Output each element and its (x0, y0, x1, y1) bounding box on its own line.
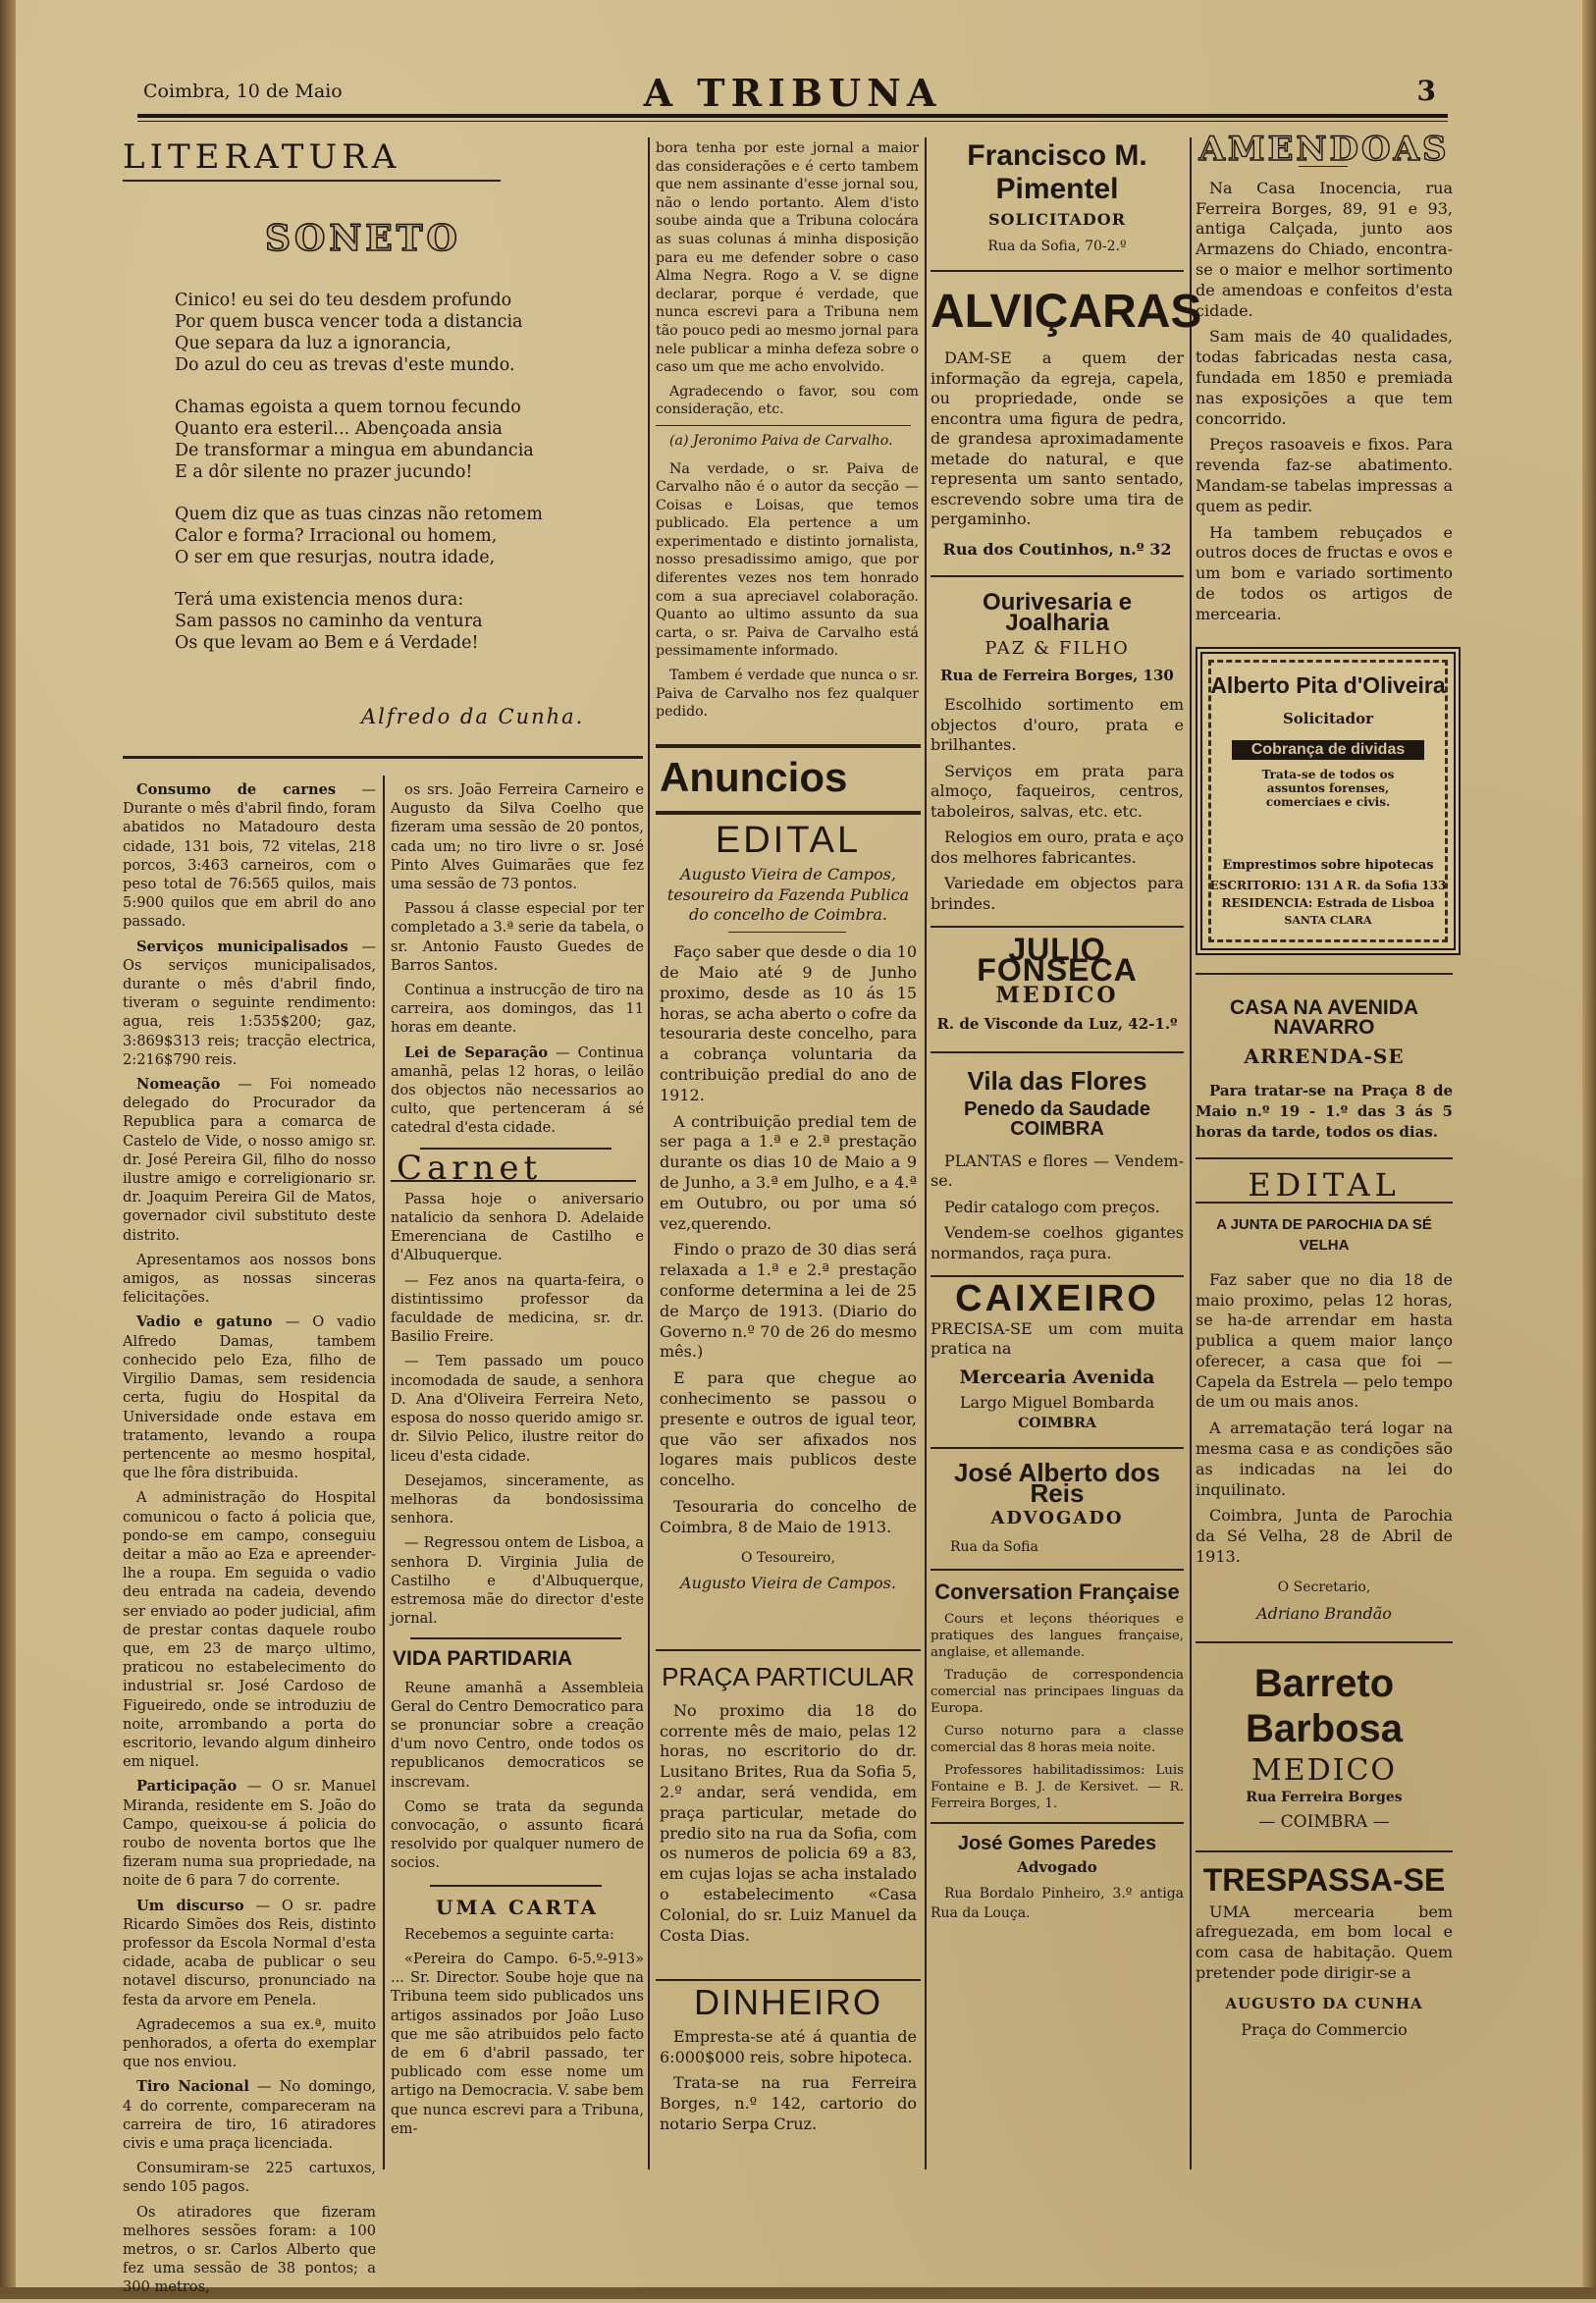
edital-notice (660, 820, 917, 1594)
edital2-sign-name: Adriano Brandão (1256, 1603, 1392, 1623)
pimentel-role: SOLICITADOR (988, 210, 1126, 229)
ad-rule (931, 926, 1184, 928)
vida-item: Reune amanhã a Assembleia Geral do Centro Democratico para se pronunciar sobre a creação d'um novo Centro, onde todos os republicanos democraticos se inscrevam. (391, 1679, 644, 1791)
edital2-sign-role: O Secretario, (1277, 1579, 1371, 1595)
barreto-city: — COIMBRA — (1258, 1812, 1390, 1833)
literatura-heading: LITERATURA (123, 137, 401, 177)
column-rule (648, 137, 650, 2169)
barreto-name: Barreto Barbosa (1245, 1662, 1404, 1751)
praca-text: No proximo dia 18 do corrente mês de maio, pelas 12 horas, no escritorio do dr. Lusitano Brites, Rua da Sofia 5, 2.º andar, será vendida, em praça particular, metade do predio sito na rua da Sofia, com os numeros de policia 69 a 83, em cujas lojas se acha instalado o estabelecimento «Casa Colonial, do sr. Luiz Manuel da Costa Dias. (660, 1700, 917, 1945)
soneto-heading: SONETO (265, 218, 461, 259)
news-item: Participação — O sr. Manuel Miranda, residente em S. João do Campo, queixou-se á policia do roubo de noventa bortos que lhe fizeram numa sua propriedade, na noite de 6 para 7 do corrente. (123, 1778, 376, 1890)
news-item: A administração do Hospital comunicou o facto á policia que, pondo-se em campo, conseguiu deitar a mão ao Eza e apreender-lhe a roupa. Em seguida o vadio deu entrada na cadeia, devendo ser enviado ao poder judicial, afim de prestar contas daquele roubo que, em 23 de março ultimo, praticou no estabelecimento do industrial sr. José Cardoso de Figueiredo, onde se introduziu de noite, arrombando a porta do escritorio, levando algum dinheiro em niquel. (123, 1489, 376, 1771)
edital-para: Tesouraria do concelho de Coimbra, 8 de Maio de 1913. (660, 1496, 917, 1536)
edital2-text: A arrematação terá logar na mesma casa e as condições são as indicadas na lei do inquilinato. (1196, 1419, 1453, 1499)
pita-ad-box (1196, 647, 1461, 955)
caixeiro-heading: CAIXEIRO (955, 1278, 1159, 1319)
news-item: Um discurso — O sr. padre Ricardo Simões dos Reis, distinto professor da Escola Normal d'esta cidade, acaba de publicar o seu notavel discurso, pronunciado na festa da arvore em Penela. (123, 1897, 376, 2008)
news-column-3 (656, 139, 919, 727)
ourivesaria-address: Rua de Ferreira Borges, 130 (940, 666, 1174, 684)
news-item: Agradecemos a sua ex.ª, muito penhorados, a oferta do exemplar que nos enviou. (123, 2015, 376, 2071)
news-item: Serviços municipalisados — Os serviços municipalisados, durante o mês d'abril findo, tiveram o seguinte rendimento: agua, reis 1:535$200; gaz, 3:869$313 reis; tracção electrica, 2:216$790 reis. (123, 937, 376, 1068)
stanza-4: Terá uma existencia menos dura: Sam passos no caminho da ventura Os que levam ao Bem e á Verdade! (175, 590, 483, 653)
carnet-item: Desejamos, sinceramente, as melhoras da bondosissima senhora. (391, 1472, 644, 1527)
paredes-role: Advogado (1017, 1858, 1097, 1876)
edital-sign-role: O Tesoureiro, (740, 1549, 836, 1566)
news-column-2 (391, 780, 644, 2144)
edital-para: Findo o prazo de 30 dias será relaxada a 1.ª e 2.ª prestação conforme determina a lei de 25 de Março de 1913. (Diario do Governo n.º 70 de 26 do mesmo mês.) (660, 1240, 917, 1362)
ourivesaria-text: Escolhido sortimento em objectos d'ouro, prata e brilhantes. (931, 695, 1184, 754)
carta-note: Tambem é verdade que nunca o sr. Paiva de Carvalho nos fez qualquer pedido. (656, 668, 919, 721)
alvicaras-address: Rua dos Coutinhos, n.º 32 (942, 539, 1172, 559)
edital-sign-name: Augusto Vieira de Campos. (680, 1574, 896, 1593)
ads-column-4 (931, 139, 1202, 1930)
ad-rule (931, 1822, 1184, 1824)
edital-para: A contribuição predial tem de ser paga a 1.ª e 2.ª prestação durante os dias 10 de Maio a 9 de Junho, a 3.ª em Julho, e a 4.ª em Outubro, ou por uma só vez,querendo. (660, 1111, 917, 1233)
edital2-heading: EDITAL (1248, 1166, 1401, 1205)
edital-heading: EDITAL (715, 820, 862, 861)
edital-para: E para que chegue ao conhecimento se passou o presente e outros de igual teor, que vão ser afixados nos logares mais publicos deste concelho. (660, 1368, 917, 1490)
page-edge-right (1582, 0, 1596, 2299)
news-item: Os atiradores que fizeram melhores sessões foram: a 100 metros, o sr. Carlos Alberto que fez uma sessão de 38 pontos; a 300 metros, (123, 2203, 376, 2296)
news-item: Tiro Nacional — No domingo, 4 do corrente, compareceram na carreira de tiro, 16 atiradores civis e uma praça licenciada. (123, 2078, 377, 2153)
section-rule (123, 180, 501, 182)
amendoas-text: Preços rasoaveis e fixos. Para revenda faz-se abatimento. Mandam-se tabelas impressas a quem as pedir. (1196, 435, 1453, 515)
vila-text: Vendem-se coelhos gigantes normandos, raça pura. (931, 1223, 1184, 1262)
paredes-address: Rua Bordalo Pinheiro, 3.º antiga Rua da Louça. (931, 1885, 1184, 1921)
ads-column-5 (1196, 130, 1453, 2040)
reis-name: José Alberto dos Reis (954, 1458, 1160, 1508)
edital2-text: Coimbra, Junta de Parochia da Sé Velha, 28 de Abril de 1913. (1196, 1506, 1453, 1567)
section-rule (391, 1180, 636, 1182)
ad-rule (1196, 1157, 1453, 1159)
pita-role: Solicitador (1282, 709, 1374, 727)
news-item: Consumiram-se 225 cartuxos, sendo 105 pagos. (123, 2160, 376, 2196)
conversation-para: Curso noturno para a classe comercial das 8 horas meia noite. (931, 1723, 1184, 1755)
reis-role: ADVOGADO (990, 1508, 1124, 1528)
paredes-name: José Gomes Paredes (957, 1832, 1157, 1854)
ad-rule (1196, 1202, 1453, 1204)
trespassa-address: Praça do Commercio (1241, 2019, 1408, 2039)
news-item: Nomeação — Foi nomeado delegado do Procurador da Republica para a comarca de Castelo de Vide, o nosso amigo sr. dr. José Pereira Gil, filho do nosso ilustre amigo e correligionario sr. dr. Joaquim Pereira Gil de Matos, governador civil substituto deste distrito. (123, 1076, 376, 1244)
news-item: Continua a instrucção de tiro na carreira, aos domingos, das 11 horas em deante. (391, 982, 644, 1037)
issue-date: Coimbra, 10 de Maio (143, 80, 343, 102)
vida-partidaria-heading: VIDA PARTIDARIA (393, 1647, 573, 1671)
fonseca-address: R. de Visconde da Luz, 42-1.º (936, 1014, 1178, 1033)
carta-signature: (a) Jeronimo Paiva de Carvalho. (669, 432, 893, 449)
ourivesaria-heading: Ourivesaria e Joalharia (982, 589, 1133, 636)
pita-name: Alberto Pita d'Oliveira (1210, 671, 1446, 698)
ad-rule (931, 575, 1184, 577)
page-number: 3 (1416, 75, 1436, 107)
caixeiro-address: Largo Miguel Bombarda (959, 1393, 1155, 1412)
divider (410, 1637, 621, 1639)
ourivesaria-text: Serviços em prata para almoço, faqueiros, centros, taboleiros, salvas, etc. etc. (931, 761, 1184, 821)
ad-rule (1196, 973, 1453, 975)
amendoas-text: Ha tambem rebuçados e outros doces de fructas e ovos e um bom e variado sortimento de todos os artigos de mercearia. (1196, 522, 1453, 623)
amendoas-heading: AMENDOAS (1198, 130, 1450, 169)
column-rule (1190, 137, 1192, 2169)
vila-heading: Vila das Flores (967, 1066, 1147, 1096)
dinheiro-text: Empresta-se até á quantia de 6:000$000 reis, sobre hipoteca. (660, 2026, 917, 2066)
conversation-heading: Conversation Française (934, 1580, 1180, 1604)
carnet-heading: Carnet (397, 1148, 543, 1188)
ourivesaria-firm: PAZ & FILHO (984, 638, 1130, 659)
fonseca-name: JULIO FONSECA (977, 932, 1138, 988)
ad-rule (931, 270, 1184, 272)
pita-escritorio: ESCRITORIO: 131 A R. da Sofia 133 (1209, 878, 1447, 892)
ad-rule (931, 1569, 1184, 1571)
edital2-text: Faz saber que no dia 18 de maio proximo, pelas 12 horas, se ha-de arrendar em hasta publica a quem maior lanço oferecer, a casa que foi — Capela da Estrela — pelo tempo de um ou mais anos. (1196, 1269, 1453, 1412)
poem-author: Alfredo da Cunha. (361, 705, 585, 728)
ad-rule (931, 1447, 1184, 1449)
pimentel-address: Rua da Sofia, 70-2.º (987, 238, 1127, 254)
stanza-1: Cinico! eu sei do teu desdem profundo Por quem busca vencer toda a distancia Que separa da luz a ignorancia, Do azul do ceu as trevas d'este mundo. (175, 291, 523, 375)
pita-trata: Trata-se de todos os assuntos forenses, comerciaes e civis. (1261, 767, 1395, 809)
news-item: os srs. João Ferreira Carneiro e Augusto da Silva Coelho que fizeram uma sessão de 20 pontos, cada um; no tiro livre o sr. José Pinto Alves Guimarães que fez uma sessão de 73 pontos. (391, 781, 644, 893)
dinheiro-ad (660, 1982, 917, 2141)
dinheiro-heading: DINHEIRO (693, 1982, 882, 2022)
carta-text: bora tenha por este jornal a maior das considerações e é certo tambem que nem assinante d'esse jornal sou, não o lendo portanto. Alem d'isto soube ainda que a Tribuna colocára as suas colunas á minha disposição para eu me defender sobre o caso Alma Negra. Rogo a V. se digne declarar, porque é verdade, que nunca escrevi para a Tribuna nem tão pouco pedi ao mesmo jornal para nele publicar a minha defeza sobre o caso um que me acho envolvido. (656, 140, 919, 376)
pimentel-name: Francisco M. Pimentel (967, 139, 1147, 205)
trespassa-heading: TRESPASSA-SE (1202, 1861, 1446, 1898)
carnet-item: Passa hoje o aniversario natalicio da senhora D. Adelaide Emerenciana de Castilho e d'Albuquerque. (391, 1190, 644, 1264)
divider (430, 1885, 602, 1887)
amendoas-text: Na Casa Inocencia, rua Ferreira Borges, 89, 91 e 93, antiga Calçada, junto aos Armazens do Chiado, encontra-se o maior e melhor sortimento de amendoas e confeitos d'esta cidade. (1196, 178, 1453, 320)
carta-intro: Recebemos a seguinte carta: (404, 1925, 614, 1943)
carnet-item: — Tem passado um pouco incomodada de saude, a senhora D. Ana d'Oliveira Ferreira Neto, esposa do nosso querido amigo sr. dr. Silvio Pelico, ilustre reitor do liceu d'esta cidade. (391, 1353, 644, 1465)
amendoas-text: Sam mais de 40 qualidades, todas fabricadas nesta casa, fundada em 1850 e premiada nas exposições a que tem concorrido. (1196, 327, 1453, 428)
ad-rule (656, 1979, 921, 1981)
caixeiro-text: PRECISA-SE um com muita pratica na (931, 1318, 1184, 1358)
pita-cobranca: Cobrança de dividas (1232, 740, 1424, 761)
divider (656, 425, 911, 426)
edital-para: Faço saber que desde o dia 10 de Maio até 9 de Junho proximo, desde as 10 ás 15 horas, se acha aberto o cofre da tesouraria deste concelho, para a cobrança voluntaria da contribuição predial do ano de 1912. (660, 942, 917, 1104)
carnet-item: — Fez anos na quarta-feira, o distintissimo professor da faculdade de medicina, sr. dr. Basilio Freire. (391, 1271, 644, 1346)
conversation-text (931, 1611, 1184, 1812)
alvicaras-heading: ALVIÇARAS (931, 286, 1202, 338)
carta-text: «Pereira do Campo. 6-5.º-913» ... Sr. Director. Soube hoje que na Tribuna teem sido publicados uns artigos assinados por João Luso que me são atribuidos pelo facto de em 6 d'abril passado, ter publicado com esse nome um artigo na Democracia. V. sabe bem que nunca escrevi para a Tribuna, em- (391, 1950, 644, 2137)
caixeiro-shop: Mercearia Avenida (959, 1366, 1155, 1388)
section-rule (123, 756, 643, 759)
divider (728, 932, 846, 933)
vila-text: Pedir catalogo com preços. (944, 1197, 1160, 1216)
section-rule (656, 744, 921, 748)
sonnet (175, 290, 626, 674)
praca-heading: PRAÇA PARTICULAR (662, 1662, 915, 1691)
ad-rule (1196, 1850, 1453, 1852)
casa-sub: ARRENDA-SE (1244, 1044, 1405, 1069)
uma-carta-heading: UMA CARTA (435, 1895, 600, 1919)
news-item: Lei de Separação — Continua amanhã, pelas 12 horas, o leilão dos objectos não necessarios ao culto, que pertenceram á sé catedral d'esta cidade. (391, 1044, 644, 1137)
stanza-2: Chamas egoista a quem tornou fecundo Quanto era esteril... Abençoada ansia De transformar a mingua em abundancia E a dôr silente no prazer jucundo! (175, 398, 534, 482)
anuncios-heading: Anuncios (660, 754, 848, 800)
vila-text: PLANTAS e flores — Vendem-se. (931, 1151, 1184, 1190)
column-rule (383, 776, 385, 2169)
news-item: Consumo de carnes — Durante o mês d'abril findo, foram abatidos no Matadouro desta cidade, 131 bois, 72 vitelas, 218 porcos, 3:463 carneiros, com o peso total de 76:565 quilos, mais 5:900 quilos que em abril do ano passado. (123, 781, 376, 931)
pita-santa-clara: SANTA CLARA (1284, 913, 1372, 927)
ad-rule (931, 1275, 1184, 1277)
vila-sub: Penedo da Saudade COIMBRA (963, 1098, 1151, 1140)
section-rule (656, 811, 921, 815)
edital-intro: Augusto Vieira de Campos, tesoureiro da Fazenda Publica do concelho de Coimbra. (666, 864, 910, 925)
ourivesaria-text: Relogios em ouro, prata e aço dos melhores fabricantes. (931, 828, 1184, 867)
news-item: Apresentamos aos nossos bons amigos, as nossas sinceras felicitações. (123, 1251, 376, 1307)
ad-rule (1196, 1641, 1453, 1643)
pita-emprestimos: Emprestimos sobre hipotecas (1222, 857, 1434, 873)
reis-address: Rua da Sofia (950, 1538, 1038, 1555)
carta-text: Agradecendo o favor, sou com consideração, etc. (656, 383, 919, 418)
alvicaras-text: DAM-SE a quem der informação da egreja, capela, ou propriedade, onde se encontra uma figura de pedra, de grandesa aproximadamente metade do natural, e que representa um santo sentado, escrevendo sobre uma tira de pergaminho. (931, 348, 1184, 528)
page-edge-left (0, 0, 16, 2299)
casa-text: Para tratar-se na Praça 8 de Maio n.º 19 - 1.º das 3 ás 5 horas da tarde, todos os dias. (1196, 1081, 1453, 1141)
stanza-3: Quem diz que as tuas cinzas não retomem Calor e forma? Irracional ou homem, O ser em que resurjas, noutra idade, (175, 505, 543, 567)
masthead-rule (137, 114, 1448, 122)
trespassa-name: AUGUSTO DA CUNHA (1225, 1994, 1423, 2012)
conversation-para: Tradução de correspondencia comercial nas principaes linguas da Europa. (931, 1667, 1184, 1716)
edital2-sub: A JUNTA DE PAROCHIA DA SÉ VELHA (1216, 1216, 1432, 1254)
masthead (137, 69, 1448, 118)
news-item: Vadio e gatuno — O vadio Alfredo Damas, tambem conhecido pelo Eza, filho de Virgilio Damas, sem residencia certa, fugiu do Hospital da Universidade onde estava em tratamento, levando a roupa pertencente ao mesmo hospital, que lhe fôra distribuida. (123, 1313, 377, 1482)
caixeiro-city: COIMBRA (1018, 1415, 1096, 1431)
barreto-role: MEDICO (1250, 1753, 1398, 1789)
casa-heading: CASA NA AVENIDA NAVARRO (1229, 995, 1419, 1040)
vida-item: Como se trata da segunda convocação, o assunto ficará resolvido por qualquer numero de socios. (391, 1797, 644, 1872)
column-rule (925, 137, 927, 2169)
ad-rule (931, 1051, 1184, 1053)
fonseca-role: MEDICO (995, 983, 1119, 1008)
newspaper-title: A TRIBUNA (643, 71, 942, 115)
divider (1299, 166, 1348, 167)
barreto-address: Rua Ferreira Borges (1246, 1790, 1403, 1806)
conversation-para: Cours et leçons théoriques e pratiques des langues française, anglaise, et allemande. (931, 1611, 1184, 1660)
news-column-1 (123, 780, 376, 2303)
news-item: Passou á classe especial por ter completado a 3.ª serie da tabela, o sr. Antonio Fausto Guedes de Barros Santos. (391, 900, 644, 974)
carnet-item: — Regressou ontem de Lisboa, a senhora D. Virginia Julia de Castilho e d'Albuquerque, estremosa mãe do director d'este jornal. (391, 1534, 644, 1628)
carta-note: Na verdade, o sr. Paiva de Carvalho não é o autor da secção — Coisas e Loisas, que temos publicado. Ela pertence a um experimentado e distinto jornalista, nosso presadissimo amigo, que por diferentes vezes nos tem honrado com a sua apreciavel colaboração. Quanto ao ultimo assunto da sua carta, o sr. Paiva de Carvalho está pessimamente informado. (656, 460, 919, 660)
ourivesaria-text: Variedade em objectos para brindes. (931, 874, 1184, 913)
ad-rule (656, 1649, 921, 1651)
trespassa-text: UMA mercearia bem afreguezada, em bom local e com casa de habitação. Quem pretender pode dirigir-se a (1196, 1901, 1453, 1983)
divider (420, 1148, 612, 1150)
pita-residencia: RESIDENCIA: Estrada de Lisboa (1221, 895, 1435, 910)
praca-particular-ad (660, 1662, 917, 1952)
dinheiro-text: Trata-se na rua Ferreira Borges, n.º 142, cartorio do notario Serpa Cruz. (660, 2073, 917, 2133)
conversation-para: Professores habilitadissimos: Luis Fontaine e B. J. de Kersivet. — R. Ferreira Borges, 1. (931, 1762, 1184, 1811)
